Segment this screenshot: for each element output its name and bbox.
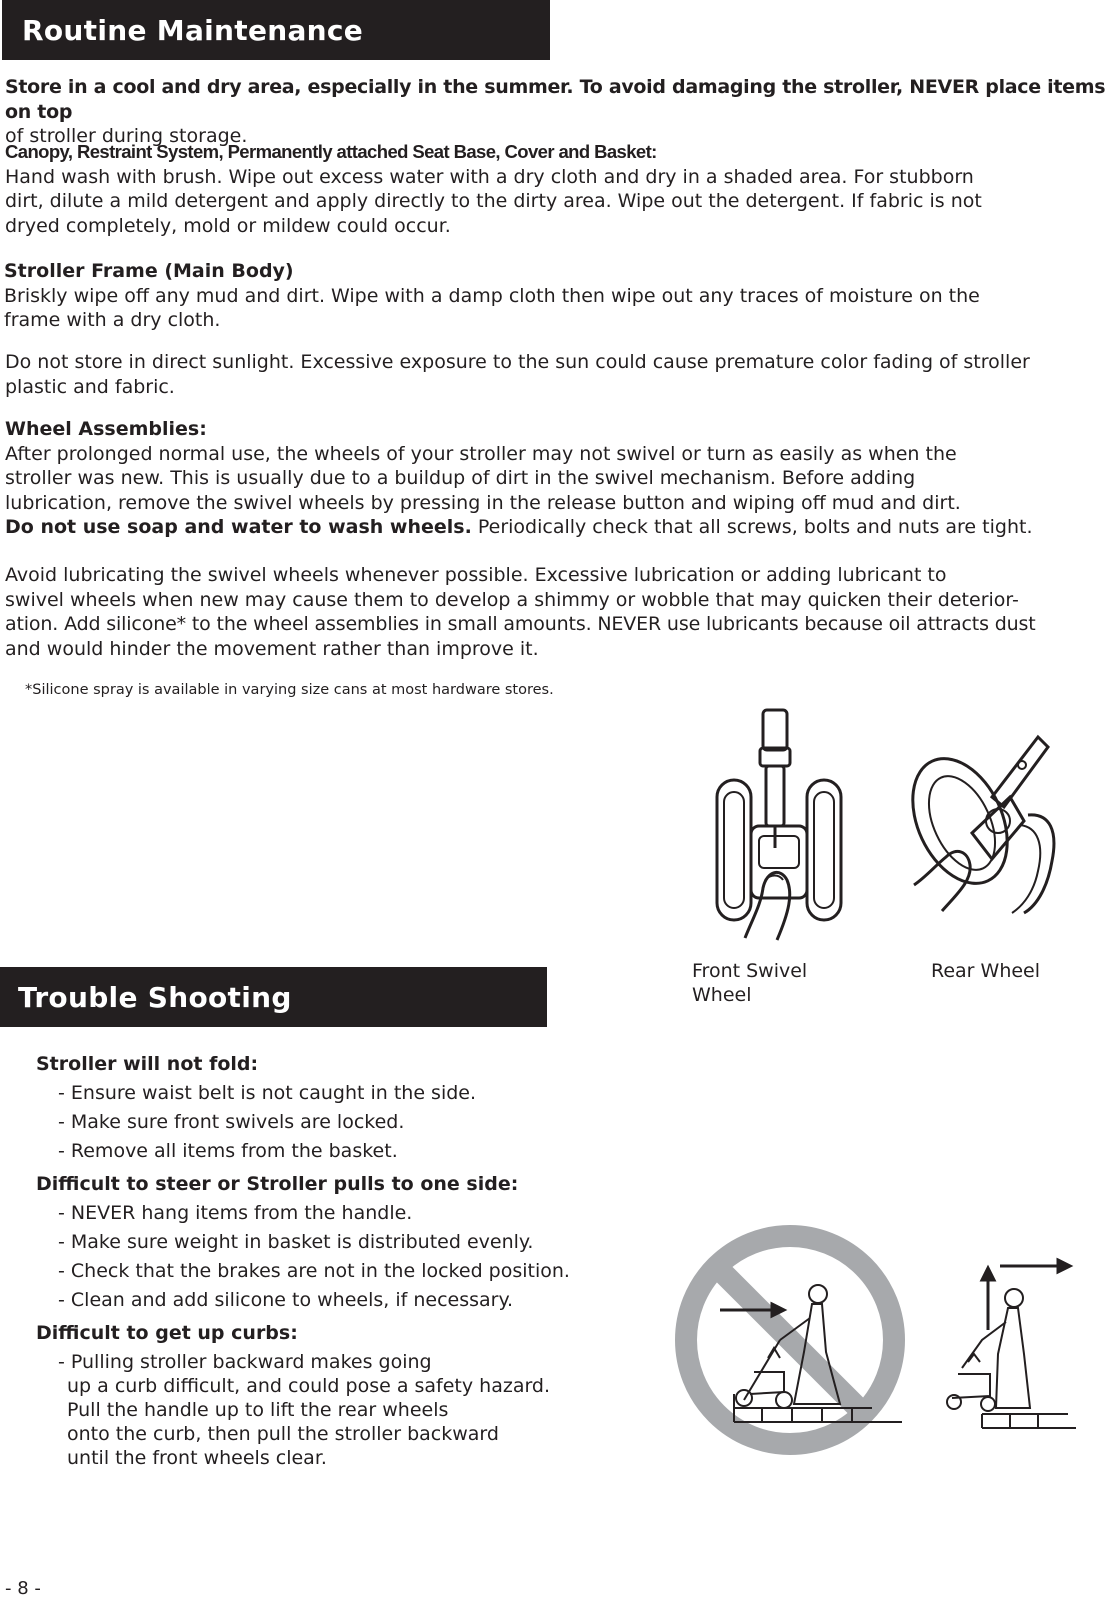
wheel-line: stroller was new. This is usually due to a buildup of dirt in the swivel mechanism. Before adding xyxy=(5,467,916,489)
steer-item: - Check that the brakes are not in the locked position. xyxy=(58,1260,570,1282)
front-swivel-caption-line: Wheel xyxy=(692,984,752,1006)
wheel-line: After prolonged normal use, the wheels of your stroller may not swivel or turn as easily as when the xyxy=(5,442,957,465)
wheel-section xyxy=(5,417,1032,540)
curb-item-continued: up a curb difficult, and could pose a safety hazard. xyxy=(67,1375,551,1397)
lube-paragraph xyxy=(5,563,1036,661)
routine-maintenance-title: Routine Maintenance xyxy=(22,13,364,47)
sun-line: Do not store in direct sunlight. Excessive exposure to the sun could cause premature color fading of stroller xyxy=(5,351,1030,373)
curb-item-continued: onto the curb, then pull the stroller backward xyxy=(67,1423,499,1445)
steer-heading: Difficult to steer or Stroller pulls to one side: xyxy=(36,1173,519,1195)
curb-item: - Pulling stroller backward makes going xyxy=(58,1351,432,1373)
frame-line: frame with a dry cloth. xyxy=(4,309,221,331)
frame-line: Briskly wipe off any mud and dirt. Wipe with a damp cloth then wipe out any traces of moisture on the xyxy=(4,284,980,307)
lube-line: swivel wheels when new may cause them to develop a shimmy or wobble that may quicken their deterior- xyxy=(5,588,1019,611)
curb-heading: Difficult to get up curbs: xyxy=(36,1322,298,1344)
lube-line: ation. Add silicone* to the wheel assemblies in small amounts. NEVER use lubricants because oil attracts dust xyxy=(5,613,1036,635)
canopy-line: dryed completely, mold or mildew could occur. xyxy=(5,214,451,237)
front-swivel-wheel-illustration xyxy=(715,708,845,940)
correct-pull-illustration xyxy=(918,1258,1078,1438)
wheel-heading: Wheel Assemblies: xyxy=(5,418,207,440)
canopy-heading: Canopy, Restraint System, Permanently attached Seat Base, Cover and Basket: xyxy=(5,141,657,162)
fold-item: - Ensure waist belt is not caught in the side. xyxy=(58,1082,477,1104)
fold-heading: Stroller will not fold: xyxy=(36,1053,259,1075)
troubleshooting-list xyxy=(36,1052,570,1470)
curb-item-continued: until the front wheels clear. xyxy=(67,1447,327,1469)
rear-wheel-caption: Rear Wheel xyxy=(931,960,1041,982)
trouble-shooting-banner xyxy=(0,967,547,1027)
routine-maintenance-banner xyxy=(2,0,550,60)
trouble-shooting-title: Trouble Shooting xyxy=(18,980,292,1014)
lube-line: and would hinder the movement rather than improve it. xyxy=(5,637,539,660)
sun-line: plastic and fabric. xyxy=(5,375,175,398)
steer-item: - Clean and add silicone to wheels, if necessary. xyxy=(58,1289,514,1311)
storage-rest: of stroller during storage. xyxy=(5,125,248,147)
front-swivel-caption-line: Front Swivel xyxy=(692,960,808,982)
steer-item: - Make sure weight in basket is distributed evenly. xyxy=(58,1231,534,1253)
wheel-tail: Periodically check that all screws, bolts and nuts are tight. xyxy=(471,516,1033,538)
front-swivel-caption xyxy=(692,959,807,1007)
rear-wheel-illustration xyxy=(912,735,1062,915)
prohibited-push-illustration xyxy=(672,1222,908,1458)
lube-line: Avoid lubricating the swivel wheels whenever possible. Excessive lubrication or adding lubricant to xyxy=(5,564,947,586)
page-number: - 8 - xyxy=(5,1578,41,1599)
canopy-line: Hand wash with brush. Wipe out excess water with a dry cloth and dry in a shaded area. For stubborn xyxy=(5,165,974,188)
frame-section xyxy=(4,259,980,333)
wheel-line: lubrication, remove the swivel wheels by pressing in the release button and wiping off mud and dirt. xyxy=(5,491,961,514)
storage-bold: Store in a cool and dry area, especially in the summer. To avoid damaging the stroller, NEVER place items on top xyxy=(5,76,1106,123)
canopy-section xyxy=(5,140,982,238)
silicone-footnote: *Silicone spray is available in varying size cans at most hardware stores. xyxy=(25,682,554,698)
wheel-line-last xyxy=(5,515,1032,540)
sun-paragraph xyxy=(5,350,1030,399)
curb-item-continued: Pull the handle up to lift the rear wheels xyxy=(67,1399,449,1421)
fold-item: - Remove all items from the basket. xyxy=(58,1140,398,1162)
wheel-bold: Do not use soap and water to wash wheels. xyxy=(5,516,472,538)
steer-item: - NEVER hang items from the handle. xyxy=(58,1202,413,1224)
canopy-line: dirt, dilute a mild detergent and apply directly to the dirty area. Wipe out the detergent. If fabric is not xyxy=(5,190,982,212)
storage-paragraph xyxy=(5,75,1110,149)
fold-item: - Make sure front swivels are locked. xyxy=(58,1111,405,1133)
frame-heading: Stroller Frame (Main Body) xyxy=(4,260,294,282)
